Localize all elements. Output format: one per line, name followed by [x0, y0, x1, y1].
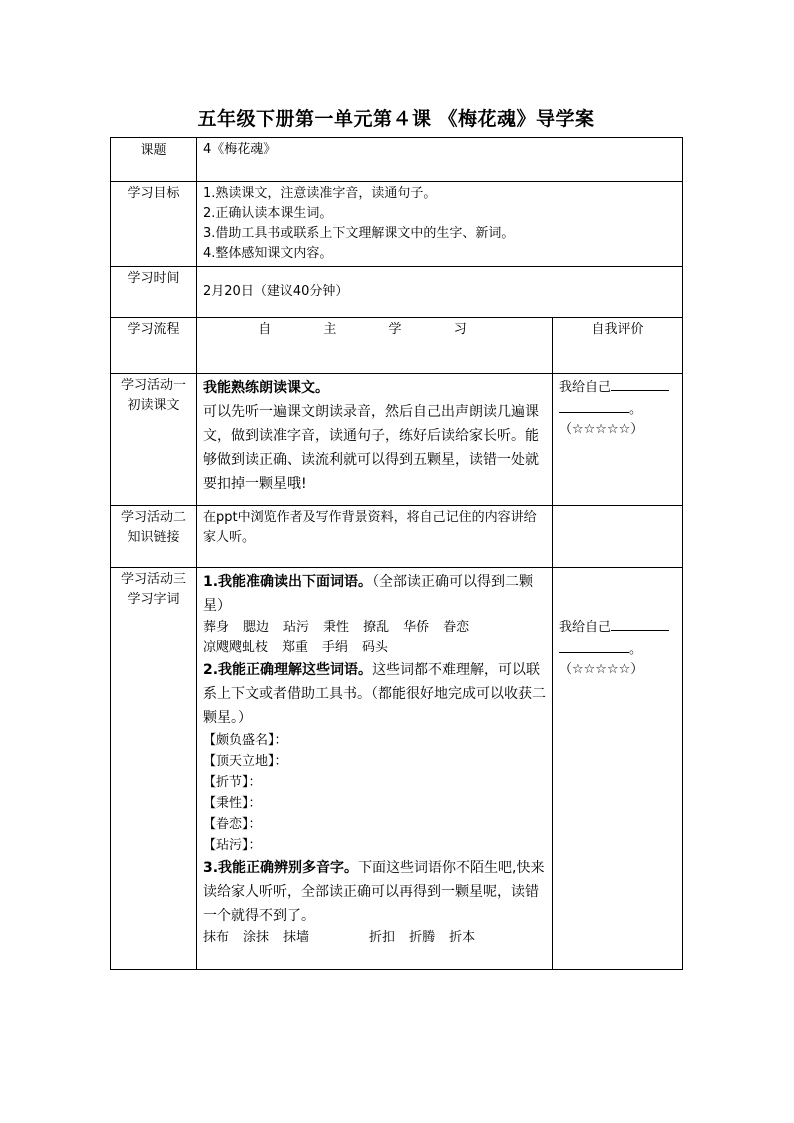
- word-item: 秉性: [323, 620, 350, 635]
- row-course: [111, 138, 683, 182]
- activity-1-eval: [553, 374, 683, 506]
- row-activity-3: [111, 568, 683, 970]
- activity-1-content: [197, 374, 553, 506]
- label-activity-3: 学习活动三学习字词: [111, 568, 197, 970]
- header-self-study: [197, 318, 553, 374]
- definition-item: 【颇负盛名】：: [203, 733, 288, 748]
- section-1-note: （全部读正确可以得到二颗星）: [203, 574, 534, 614]
- star-rating: （☆☆☆☆☆）: [559, 662, 644, 677]
- course-title: 4《梅花魂》: [197, 138, 683, 182]
- word-item: 折本: [449, 930, 476, 945]
- section-3-body: 下面这些词语你不陌生吧,快来读给家人听听，全部读正确可以再得到一颗星呢，读错一个就得不到了。: [203, 860, 545, 924]
- word-item: 凉飕飕虬枝: [203, 640, 269, 655]
- word-item: 腮边: [243, 620, 270, 635]
- definition-item: 【秉性】：: [203, 796, 262, 811]
- row-time: [111, 267, 683, 318]
- word-item: 华侨: [403, 620, 430, 635]
- word-item: 折扣: [369, 930, 396, 945]
- self-study-heading: 自 主 学 习: [258, 322, 491, 337]
- row-activity-1: [111, 374, 683, 506]
- word-item: 抹墙: [283, 930, 310, 945]
- word-item: 涂抹: [243, 930, 270, 945]
- label-activity-1: 学习活动一初读课文: [111, 374, 197, 506]
- section-3: [203, 856, 546, 928]
- section-1: [203, 570, 546, 618]
- definition-item: 【折节】：: [203, 775, 262, 790]
- eval-prefix: 我给自己: [559, 380, 612, 395]
- row-header: [111, 318, 683, 374]
- definition-item: 【顶天立地】：: [203, 754, 288, 769]
- goal-item: 4.整体感知课文内容。: [203, 246, 333, 261]
- word-list-row: [203, 638, 546, 658]
- activity-1-body: 可以先听一遍课文朗读录音，然后自己出声朗读几遍课文，做到读准字音，读通句子，练好后读给家长听。能够做到读正确、读流利就可以得到五颗星，读错一处就要扣掉一颗星哦!: [203, 404, 539, 492]
- section-3-heading: 3.我能正确辨别多音字。: [203, 860, 359, 876]
- label-time: 学习时间: [111, 267, 197, 318]
- goal-item: 3.借助工具书或联系上下文理解课文中的生字、新词。: [203, 226, 515, 241]
- definition-item: 【玷污】：: [203, 838, 262, 853]
- section-1-heading: 1.我能准确读出下面词语。: [203, 574, 373, 590]
- word-item: 折腾: [409, 930, 436, 945]
- activity-1-heading: 我能熟练朗读课文。: [203, 380, 329, 396]
- word-item: 撩乱: [363, 620, 390, 635]
- activity-3-eval: [553, 568, 683, 970]
- word-item: 抹布: [203, 930, 230, 945]
- eval-suffix: 。: [629, 402, 643, 417]
- section-2-body: 这些词都不难理解，可以联系上下文或者借助工具书。（都能很好地完成可以收获二颗星。）: [203, 662, 546, 726]
- label-activity-2: 学习活动二知识链接: [111, 506, 197, 568]
- word-item: 码头: [362, 640, 389, 655]
- label-goals: 学习目标: [111, 182, 197, 267]
- word-item: 手绢: [322, 640, 349, 655]
- header-self-eval: 自我评价: [553, 318, 683, 374]
- eval-blank: [559, 398, 629, 413]
- word-item: 玷污: [283, 620, 310, 635]
- page-title: 五年级下册第一单元第４课 《梅花魂》导学案: [197, 108, 595, 130]
- activity-2-body: 在ppt中浏览作者及写作背景资料，将自己记住的内容讲给家人听。: [197, 506, 553, 568]
- word-item: 眷恋: [443, 620, 470, 635]
- label-process: 学习流程: [111, 318, 197, 374]
- eval-blank: [611, 616, 669, 631]
- polyphone-row: [203, 928, 546, 948]
- activity-3-content: [197, 568, 553, 970]
- star-rating: （☆☆☆☆☆）: [559, 422, 644, 437]
- goals-cell: [197, 182, 683, 267]
- row-activity-2: [111, 506, 683, 568]
- section-2: [203, 658, 546, 730]
- section-2-heading: 2.我能正确理解这些词语。: [203, 662, 373, 678]
- word-item: 葬身: [203, 620, 230, 635]
- study-plan-table: [110, 137, 683, 970]
- eval-prefix: 我给自己: [559, 620, 612, 635]
- row-goals: [111, 182, 683, 267]
- activity-2-eval: [553, 506, 683, 568]
- eval-blank: [611, 376, 669, 391]
- label-course: 课题: [111, 138, 197, 182]
- goal-item: 2.正确认读本课生词。: [203, 206, 333, 221]
- eval-blank: [559, 638, 629, 653]
- study-time: 2月20日（建议40分钟）: [197, 267, 683, 318]
- word-list-row: [203, 618, 546, 638]
- eval-suffix: 。: [629, 642, 643, 657]
- word-item: 郑重: [282, 640, 309, 655]
- definition-item: 【眷恋】：: [203, 817, 262, 832]
- goal-item: 1.熟读课文，注意读准字音，读通句子。: [203, 186, 437, 201]
